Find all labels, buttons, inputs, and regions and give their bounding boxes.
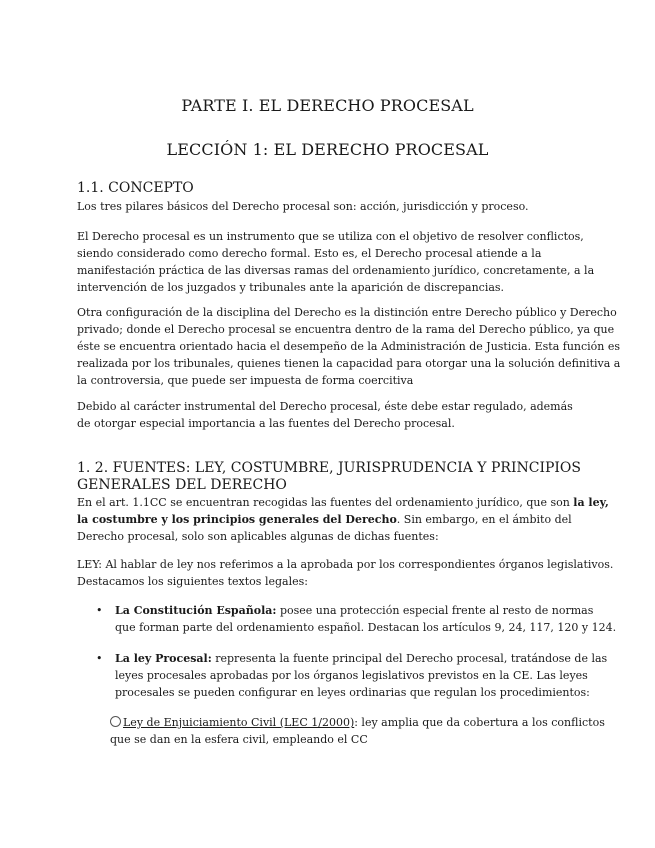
- lesson-title: LECCIÓN 1: EL DERECHO PROCESAL: [166, 140, 489, 159]
- text-line: El Derecho procesal es un instrumento que se utiliza con el objetivo de resolver conflictos,: [77, 230, 584, 243]
- text-line: la controversia, que puede ser impuesta de forma coercitiva: [77, 374, 414, 387]
- text-line: realizada por los tribunales, quienes tienen la capacidad para otorgar una la solución definitiva a: [77, 357, 621, 370]
- text-line: leyes procesales aprobadas por los órganos legislativos previstos en la CE. Las leyes: [115, 669, 588, 682]
- text-run: posee una protección especial frente al resto de normas: [276, 604, 594, 617]
- text-line: Derecho procesal, solo son aplicables algunas de dichas fuentes:: [77, 530, 439, 543]
- text-line: Los tres pilares básicos del Derecho procesal son: acción, jurisdicción y proceso.: [77, 200, 529, 213]
- text-line: intervención de los juzgados y tribunales ante la aparición de discrepancias.: [77, 281, 505, 294]
- text-line: LEY: Al hablar de ley nos referimos a la aprobada por los correspondientes órganos legislativos.: [77, 558, 614, 571]
- text-line: siendo considerado como derecho formal. Esto es, el Derecho procesal atiende a la: [77, 247, 542, 260]
- section-heading-concepto: 1.1. CONCEPTO: [77, 180, 194, 196]
- text-line: privado; donde el Derecho procesal se encuentra dentro de la rama del Derecho público, ya que: [77, 323, 615, 336]
- text-run: En el art. 1.1CC se encuentran recogidas las fuentes del ordenamiento jurídico, que son: [77, 496, 574, 509]
- text-line: de otorgar especial importancia a las fuentes del Derecho procesal.: [77, 417, 455, 430]
- text-run: . Sin embargo, en el ámbito del: [396, 513, 572, 526]
- paragraph-pilares: [77, 198, 582, 215]
- paragraph-caracter: [77, 398, 582, 432]
- bold-text: la ley,: [573, 496, 609, 509]
- text-line: éste se encuentra orientado hacia el desempeño de la Administración de Justicia. Esta función es: [77, 340, 621, 353]
- text-line: [110, 714, 605, 731]
- text-line: [77, 511, 582, 528]
- text-run: : ley amplia que da cobertura a los conflictos: [354, 716, 605, 729]
- list-item-constitucion: [115, 602, 616, 636]
- text-line: [77, 494, 609, 511]
- section-heading-fuentes: [77, 460, 581, 494]
- paragraph-configuracion: [77, 304, 621, 389]
- bold-text: La ley Procesal:: [115, 652, 212, 665]
- text-run: representa la fuente principal del Derecho procesal, tratándose de las: [211, 652, 608, 665]
- text-line: procesales se pueden configurar en leyes ordinarias que regulan los procedimientos:: [115, 686, 590, 699]
- part-title: PARTE I. EL DERECHO PROCESAL: [181, 96, 474, 115]
- text-line: [115, 650, 607, 667]
- underlined-text: Ley de Enjuiciamiento Civil (LEC 1/2000): [123, 716, 355, 729]
- bullet-icon: •: [96, 604, 103, 617]
- heading-line: GENERALES DEL DERECHO: [77, 477, 287, 493]
- text-line: Otra configuración de la disciplina del Derecho es la distinción entre Derecho público y Derecho: [77, 306, 617, 319]
- sublist-item-lec: [110, 714, 605, 748]
- bold-text: La Constitución Española:: [115, 604, 277, 617]
- paragraph-instrumento: [77, 228, 595, 296]
- list-item-ley-procesal: [115, 650, 607, 701]
- text-line: [115, 602, 616, 619]
- text-line: manifestación práctica de las diversas ramas del ordenamiento jurídico, concretamente, a la: [77, 264, 595, 277]
- heading-line: 1. 2. FUENTES: LEY, COSTUMBRE, JURISPRUDENCIA Y PRINCIPIOS: [77, 460, 581, 476]
- text-line: Destacamos los siguientes textos legales:: [77, 575, 308, 588]
- text-line: Debido al carácter instrumental del Derecho procesal, éste debe estar regulado, además: [77, 400, 573, 413]
- paragraph-art-1-1: [77, 494, 609, 545]
- text-line: que forman parte del ordenamiento español. Destacan los artículos 9, 24, 117, 120 y 124.: [115, 621, 617, 634]
- bullet-icon: •: [96, 652, 103, 665]
- paragraph-ley: [77, 556, 614, 590]
- bold-text: la costumbre y los principios generales del Derecho: [77, 513, 397, 526]
- circle-bullet-icon: [110, 716, 121, 727]
- text-line: que se dan en la esfera civil, empleando el CC: [110, 733, 368, 746]
